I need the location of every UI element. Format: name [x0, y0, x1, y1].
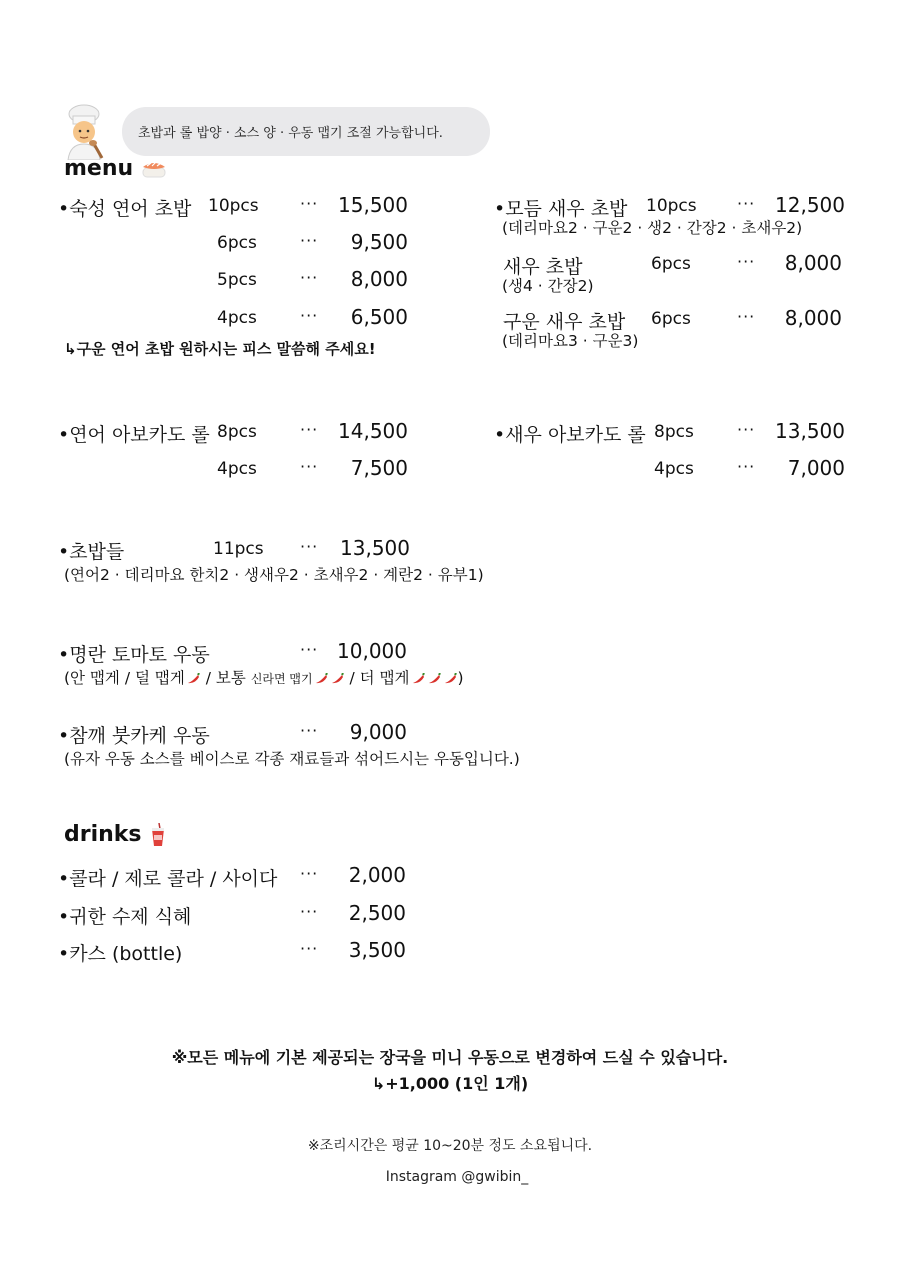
chili-pepper-icon [411, 673, 425, 685]
udon-detail-end: ) [457, 669, 464, 687]
salmon-pcs-4: 4pcs [217, 308, 257, 328]
drink-cup-icon [149, 823, 167, 847]
shrimp-roll-dots-2: ··· [737, 457, 756, 476]
drinks-heading [64, 822, 167, 847]
salmon-price-3: 8,000 [350, 267, 408, 291]
notice-text: 초밥과 롤 밥양 · 소스 양 · 우동 맵기 조절 가능합니다. [138, 126, 443, 141]
shrimp-roll-pcs-2: 4pcs [654, 459, 694, 479]
salmon-roll-pcs-2: 4pcs [217, 459, 257, 479]
shrimp-all-price: 12,500 [775, 193, 845, 217]
salmon-roll-dots-1: ··· [300, 420, 319, 439]
drink-name-2: •귀한 수제 식혜 [58, 906, 192, 928]
udon-tomato-dots: ··· [300, 640, 319, 659]
udon-detail-c: / 더 맵게 [349, 669, 410, 687]
notice-bubble [122, 107, 490, 156]
salmon-price-2: 9,500 [350, 230, 408, 254]
shrimp-roll-dots-1: ··· [737, 420, 756, 439]
salmon-sushi-name: •숙성 연어 초밥 [58, 198, 192, 220]
drink-price-2: 2,500 [348, 901, 406, 925]
shrimp-roll-price-2: 7,000 [787, 456, 845, 480]
udon-sesame-price: 9,000 [349, 720, 407, 744]
shrimp-all-dots: ··· [737, 194, 756, 213]
grilled-shrimp-price: 8,000 [784, 306, 842, 330]
salmon-dots-2: ··· [300, 231, 319, 250]
udon-sesame-detail: (유자 우동 소스를 베이스로 각종 재료들과 섞어드시는 우동입니다.) [64, 750, 520, 768]
udon-detail-a: (안 맵게 / 덜 맵게 [64, 669, 185, 687]
drinks-title: drinks [64, 822, 142, 847]
salmon-note: ↳구운 연어 초밥 원하시는 피스 말씀해 주세요! [64, 340, 376, 358]
drink-name-1: •콜라 / 제로 콜라 / 사이다 [58, 868, 278, 890]
drink-price-3: 3,500 [348, 938, 406, 962]
drink-dots-2: ··· [300, 902, 319, 921]
chili-pepper-icon [330, 673, 344, 685]
chobap-dots: ··· [300, 537, 319, 556]
footer-udon-note: ※모든 메뉴에 기본 제공되는 장국을 미니 우동으로 변경하여 드실 수 있습니다. [171, 1048, 729, 1067]
drink-dots-3: ··· [300, 939, 319, 958]
footer-cook-time: ※조리시간은 평균 10~20분 정도 소요됩니다. [307, 1138, 593, 1154]
salmon-dots-3: ··· [300, 268, 319, 287]
drink-name-3: •카스 (bottle) [58, 943, 183, 965]
chef-icon [60, 104, 110, 160]
chili-pepper-icon [443, 673, 457, 685]
udon-tomato-detail [64, 666, 464, 688]
shrimp-roll-pcs-1: 8pcs [654, 422, 694, 442]
shrimp-all-detail: (데리마요2 · 구운2 · 생2 · 간장2 · 초새우2) [502, 219, 803, 237]
chobap-price: 13,500 [340, 536, 410, 560]
drink-dots-1: ··· [300, 864, 319, 883]
salmon-roll-pcs-1: 8pcs [217, 422, 257, 442]
udon-tomato-price: 10,000 [337, 639, 407, 663]
chobap-detail: (연어2 · 데리마요 한치2 · 생새우2 · 초새우2 · 계란2 · 유부1) [64, 566, 484, 584]
salmon-pcs-1: 10pcs [208, 196, 259, 216]
udon-sesame-name: •참깨 붓카케 우동 [58, 725, 210, 747]
salmon-roll-price-1: 14,500 [338, 419, 408, 443]
shrimp-all-pcs: 10pcs [646, 196, 697, 216]
salmon-roll-name: •연어 아보카도 롤 [58, 424, 210, 446]
footer-instagram: Instagram @gwibin_ [385, 1169, 529, 1185]
salmon-dots-4: ··· [300, 306, 319, 325]
shrimp-dots: ··· [737, 252, 756, 271]
grilled-shrimp-pcs: 6pcs [651, 309, 691, 329]
salmon-price-4: 6,500 [350, 305, 408, 329]
chili-pepper-icon [186, 673, 200, 685]
shrimp-roll-name: •새우 아보카도 롤 [494, 424, 646, 446]
udon-sesame-dots: ··· [300, 721, 319, 740]
chili-pepper-icon [427, 673, 441, 685]
shrimp-price: 8,000 [784, 251, 842, 275]
chobap-name: •초밥들 [58, 541, 125, 563]
shrimp-all-name: •모듬 새우 초밥 [494, 198, 628, 220]
sushi-icon [141, 159, 167, 179]
udon-tomato-name: •명란 토마토 우동 [58, 644, 210, 666]
chili-pepper-icon [314, 673, 328, 685]
shrimp-detail: (생4 · 간장2) [502, 277, 594, 295]
grilled-shrimp-dots: ··· [737, 307, 756, 326]
menu-title: menu [64, 156, 134, 181]
salmon-dots-1: ··· [300, 194, 319, 213]
salmon-price-1: 15,500 [338, 193, 408, 217]
udon-detail-small: 신라면 맵기 [250, 672, 313, 686]
salmon-pcs-3: 5pcs [217, 270, 257, 290]
menu-heading [64, 156, 167, 181]
udon-detail-b: / 보통 [205, 669, 246, 687]
grilled-shrimp-detail: (데리마요3 · 구운3) [502, 332, 639, 350]
salmon-roll-price-2: 7,500 [350, 456, 408, 480]
salmon-pcs-2: 6pcs [217, 233, 257, 253]
salmon-roll-dots-2: ··· [300, 457, 319, 476]
footer-udon-price: ↳+1,000 (1인 1개) [371, 1074, 529, 1093]
grilled-shrimp-name: 구운 새우 초밥 [503, 311, 626, 333]
drink-price-1: 2,000 [348, 863, 406, 887]
shrimp-pcs: 6pcs [651, 254, 691, 274]
shrimp-roll-price-1: 13,500 [775, 419, 845, 443]
shrimp-name: 새우 초밥 [503, 256, 583, 278]
chobap-pcs: 11pcs [213, 539, 264, 559]
